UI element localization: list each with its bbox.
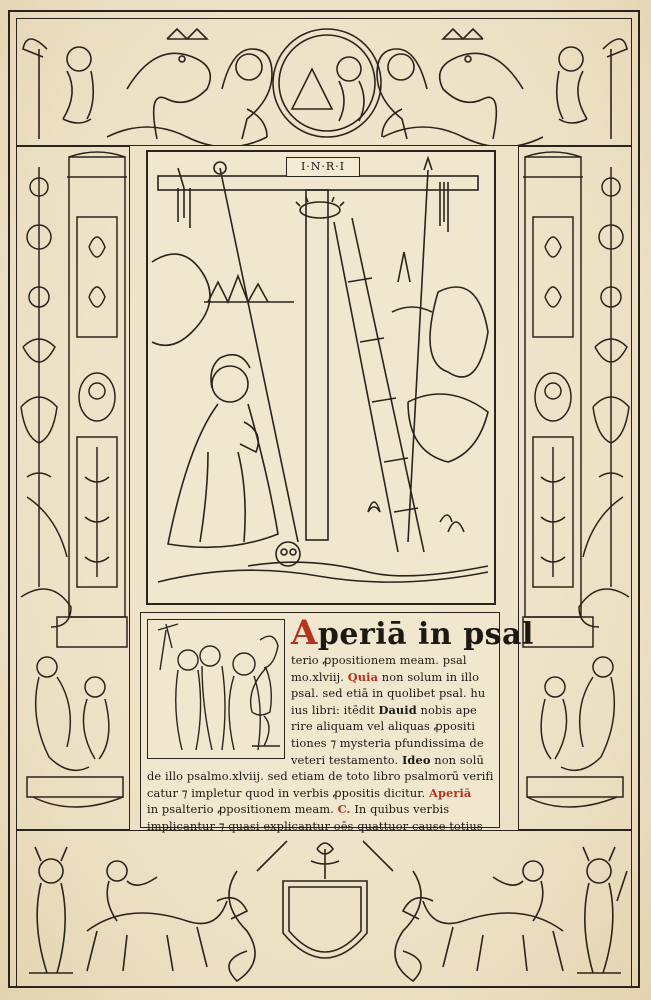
text-line [291,670,479,684]
text-line [291,686,485,700]
small-woodcut-figures [147,619,285,759]
rubricated-initial: A [291,613,318,653]
text-span: de illo psalmo.xlviij. sed etiam de toto libro psalmorū verifi [147,769,494,784]
text-line [291,719,475,733]
text-line [147,802,449,816]
text-span: psal. sed etiā in quolibet psal. hu [291,686,486,701]
text-line [291,703,477,717]
text-line [147,769,494,783]
incipit-heading [291,613,534,653]
rubricated-word: Aperiā [429,785,472,800]
left-column-illustration [17,147,130,830]
text-span: mo.xlviij. [291,669,348,684]
text-span: non solū [430,752,484,767]
crucifixion-woodcut [146,150,496,605]
bottom-ornamental-border [16,830,632,988]
text-span: implicantur ⁊ quasi explicantur oēs quattuor cause totius [147,819,483,833]
text-span: veteri testamento. [291,752,402,767]
rubricated-word: Quia [347,669,379,684]
text-span: non solum in illo [378,669,480,684]
top-ornamental-border [16,18,632,146]
left-ornamental-column [16,146,130,830]
heading-text: periā in psal [317,617,534,652]
text-line [291,736,484,750]
text-span: in psalterio ꝓpositionem meam. [147,802,338,817]
text-block [140,612,534,833]
top-border-illustration [17,19,632,146]
text-span: In quibus verbis [350,802,450,817]
text-span: nobis ape [416,702,477,717]
crucifixion-illustration [148,152,494,603]
text-line [291,653,467,667]
text-span: rire aliquam vel aliquas ꝓpositi [291,719,476,734]
small-woodcut-illustration [148,620,283,757]
rubricated-word: C. [337,802,351,817]
text-span: terio ꝓpositionem meam. psal [291,653,467,667]
text-span: ius libri: itēdit [291,702,379,717]
text-span: tiones ⁊ mysteria pfundissima de [291,736,484,750]
text-span: catur ⁊ impletur quod in verbis ꝓpositis dicitur. [147,785,430,800]
text-span: Ideo [402,752,431,767]
text-span: Dauid [378,702,417,717]
bottom-border-illustration [17,831,632,988]
right-column-illustration [519,147,632,830]
text-line [147,786,471,800]
text-line [291,753,484,767]
right-ornamental-column [518,146,632,830]
inri-titulus: I·N·R·I [286,157,360,177]
